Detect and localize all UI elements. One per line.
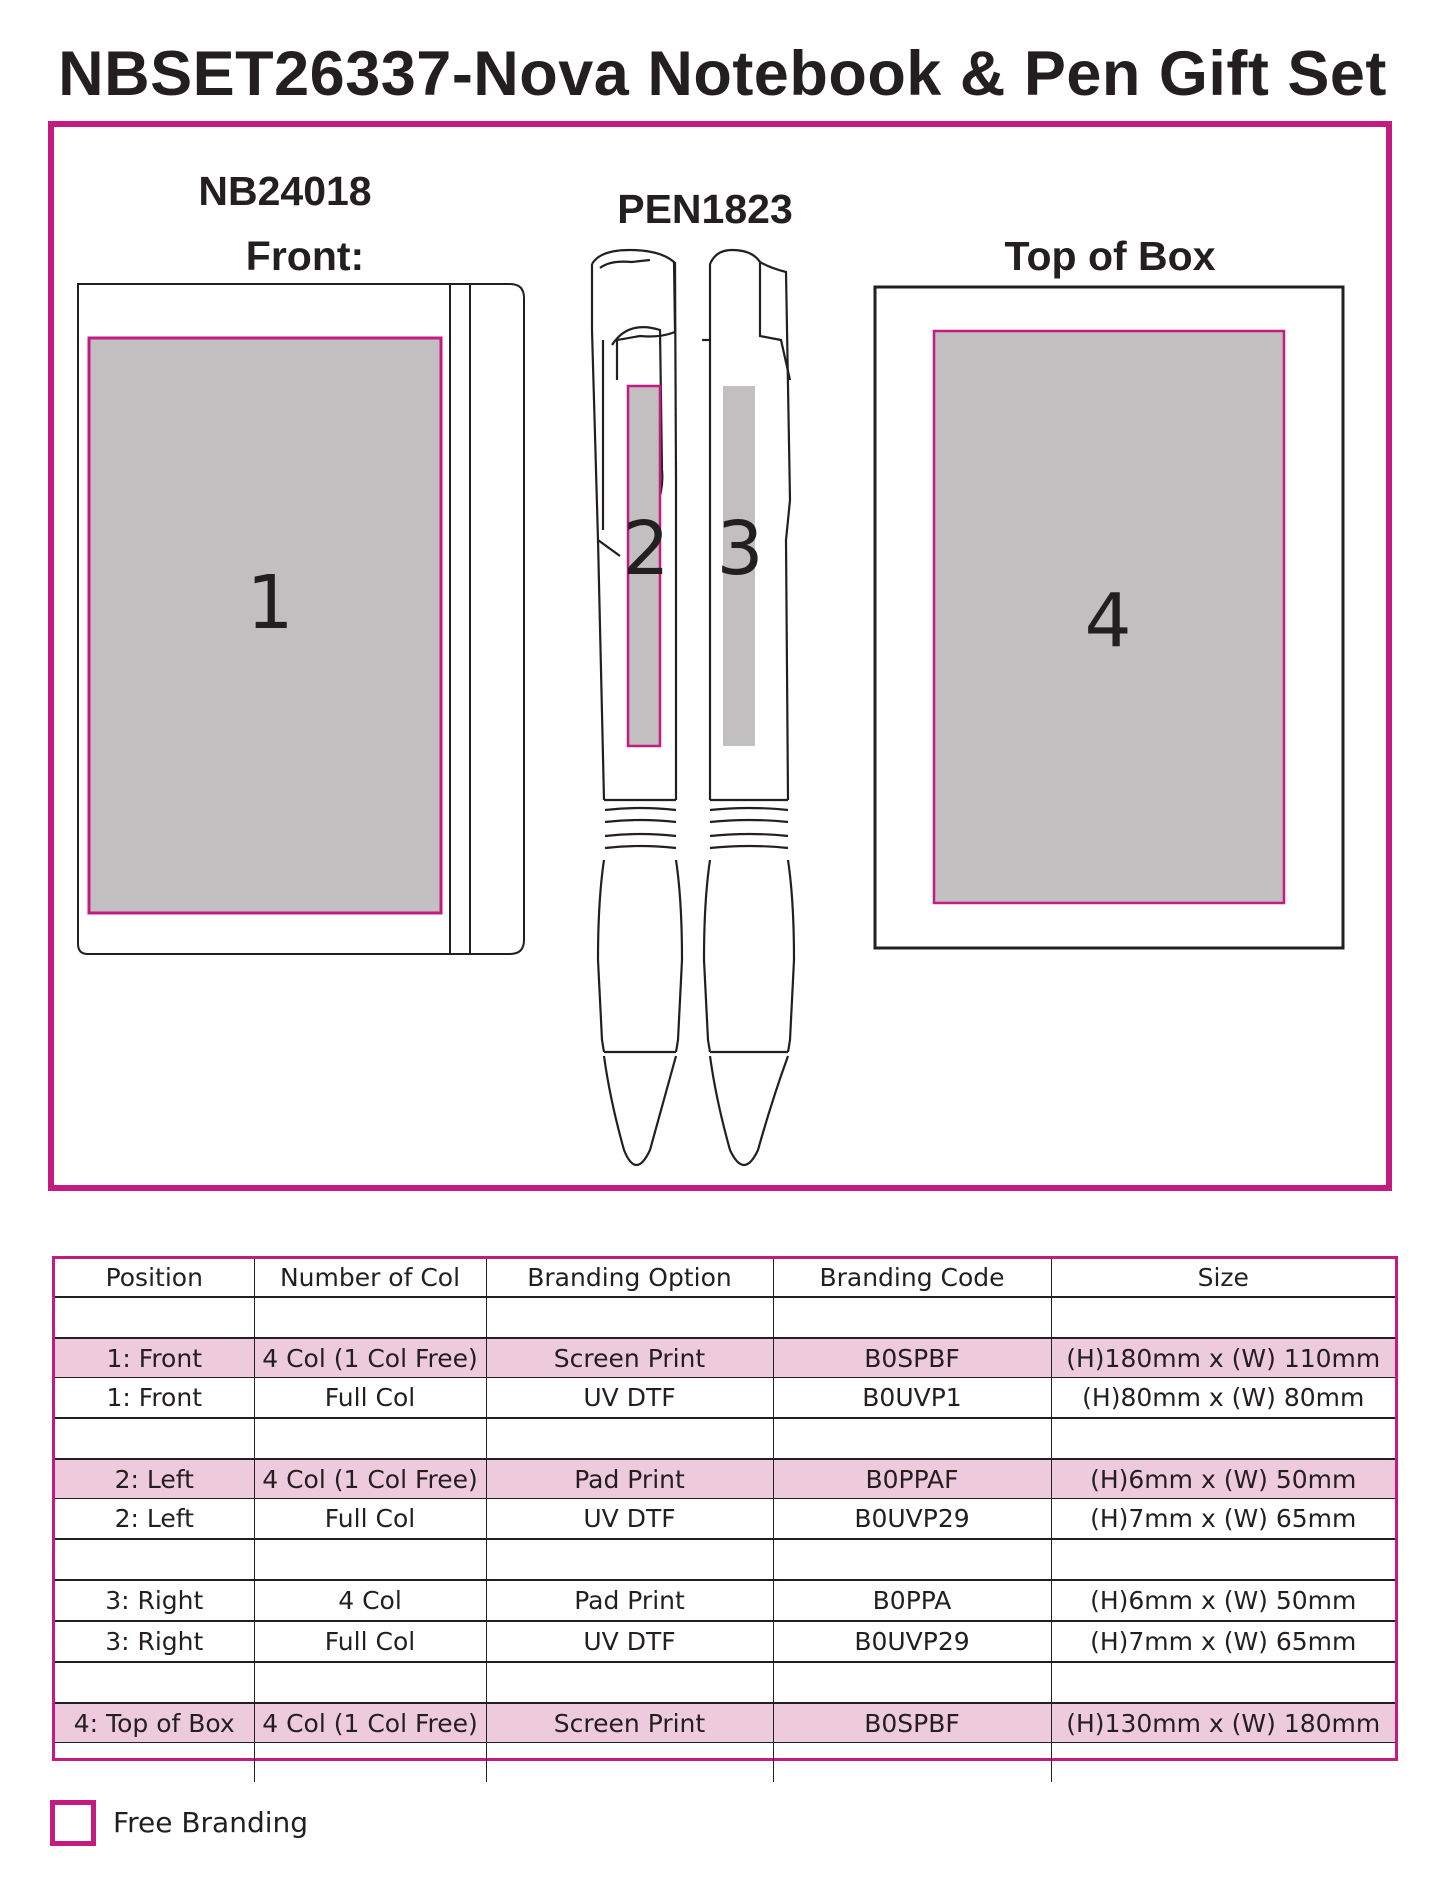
spacer-row (55, 1418, 1395, 1459)
cell-size: (H)180mm x (W) 110mm (1051, 1338, 1395, 1378)
cell-size: (H)7mm x (W) 65mm (1051, 1621, 1395, 1662)
cell-colours: 4 Col (1 Col Free) (254, 1459, 486, 1499)
free-branding-swatch (50, 1800, 96, 1846)
column-header-size: Size (1051, 1259, 1395, 1297)
spacer-row (55, 1297, 1395, 1338)
table-header-row (55, 1259, 1395, 1297)
cell-position: 3: Right (55, 1621, 254, 1662)
cell-colours: 4 Col (1 Col Free) (254, 1338, 486, 1378)
cell-branding-option: UV DTF (486, 1499, 773, 1540)
cell-colours: 4 Col (1 Col Free) (254, 1703, 486, 1743)
cell-size: (H)80mm x (W) 80mm (1051, 1378, 1395, 1419)
notebook-code-label: NB24018 (198, 168, 372, 214)
cell-position: 2: Left (55, 1499, 254, 1540)
column-header-colours: Number of Col (254, 1259, 486, 1297)
branding-table (52, 1256, 1398, 1761)
box-view-label: Top of Box (1004, 233, 1216, 279)
cell-colours: 4 Col (254, 1580, 486, 1621)
cell-size: (H)7mm x (W) 65mm (1051, 1499, 1395, 1540)
cell-position: 4: Top of Box (55, 1703, 254, 1743)
cell-position: 3: Right (55, 1580, 254, 1621)
column-header-branding-option: Branding Option (486, 1259, 773, 1297)
cell-size: (H)6mm x (W) 50mm (1051, 1459, 1395, 1499)
cell-branding-code: B0PPAF (773, 1459, 1051, 1499)
cell-colours: Full Col (254, 1499, 486, 1540)
cell-position: 2: Left (55, 1459, 254, 1499)
table-row (55, 1378, 1395, 1419)
pen-code-label: PEN1823 (617, 186, 793, 232)
cell-position: 1: Front (55, 1338, 254, 1378)
cell-size: (H)6mm x (W) 50mm (1051, 1580, 1395, 1621)
cell-size: (H)130mm x (W) 180mm (1051, 1703, 1395, 1743)
spacer-row (55, 1662, 1395, 1703)
cell-branding-code: B0PPA (773, 1580, 1051, 1621)
cell-branding-code: B0UVP29 (773, 1621, 1051, 1662)
table-row (55, 1580, 1395, 1621)
table-row (55, 1459, 1395, 1499)
cell-branding-code: B0UVP29 (773, 1499, 1051, 1540)
table-row (55, 1338, 1395, 1378)
cell-colours: Full Col (254, 1621, 486, 1662)
spacer-row (55, 1539, 1395, 1580)
cell-branding-option: Pad Print (486, 1580, 773, 1621)
table-row (55, 1703, 1395, 1743)
print-area-2-number: 2 (622, 506, 670, 592)
print-area-4-number: 4 (1084, 578, 1132, 664)
print-area-1-number: 1 (246, 560, 294, 646)
free-branding-legend-label: Free Branding (113, 1806, 309, 1839)
column-header-position: Position (55, 1259, 254, 1297)
cell-branding-code: B0SPBF (773, 1338, 1051, 1378)
spacer-row (55, 1743, 1395, 1783)
table-row (55, 1499, 1395, 1540)
cell-branding-code: B0UVP1 (773, 1378, 1051, 1419)
cell-branding-code: B0SPBF (773, 1703, 1051, 1743)
cell-branding-option: UV DTF (486, 1621, 773, 1662)
notebook-view-label: Front: (245, 233, 365, 279)
column-header-branding-code: Branding Code (773, 1259, 1051, 1297)
cell-branding-option: Screen Print (486, 1703, 773, 1743)
cell-position: 1: Front (55, 1378, 254, 1419)
cell-colours: Full Col (254, 1378, 486, 1419)
table-row (55, 1621, 1395, 1662)
print-area-3-number: 3 (716, 506, 764, 592)
cell-branding-option: UV DTF (486, 1378, 773, 1419)
cell-branding-option: Screen Print (486, 1338, 773, 1378)
page-title: NBSET26337-Nova Notebook & Pen Gift Set (58, 39, 1387, 109)
cell-branding-option: Pad Print (486, 1459, 773, 1499)
